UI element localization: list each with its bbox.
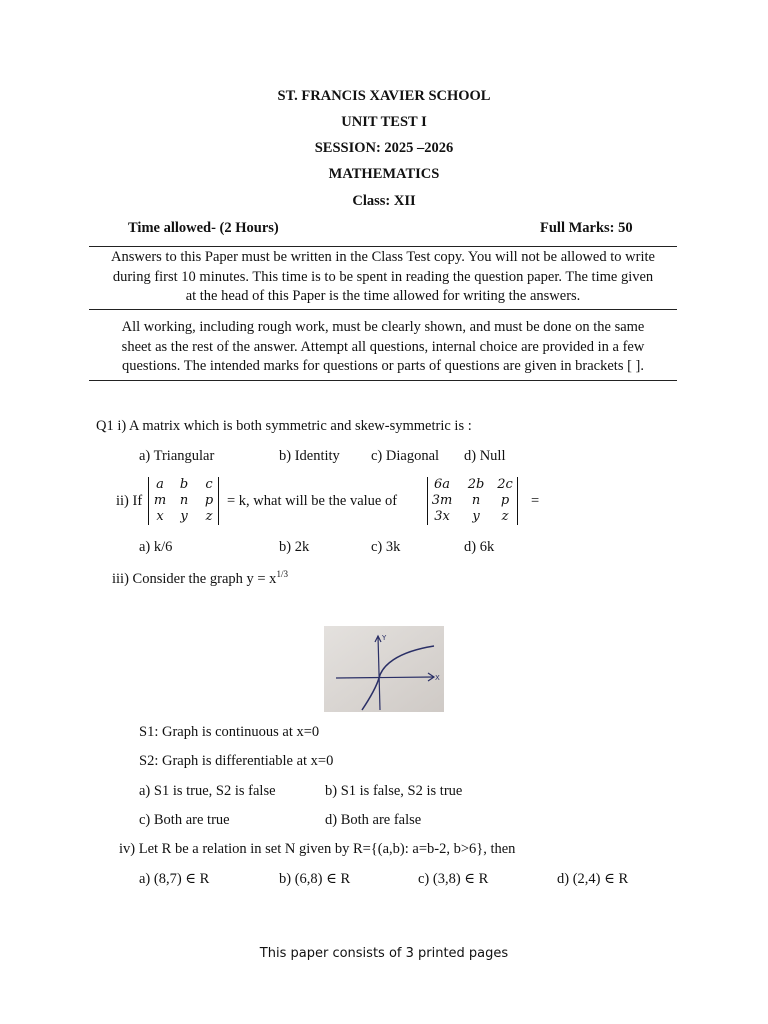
divider-top (89, 246, 677, 247)
option-1iv-b: b) (6,8) ∈ R (279, 871, 351, 887)
option-1ii-d: d) 6k (464, 539, 495, 555)
option-1iii-c: c) Both are true (139, 812, 230, 828)
instruction-line: Answers to this Paper must be written in the Class Test copy. You will not be allowed to write (111, 249, 655, 265)
option-1iv-d: d) (2,4) ∈ R (557, 871, 629, 887)
option-1i-c: c) Diagonal (371, 448, 440, 464)
option-1iv-c: c) (3,8) ∈ R (418, 871, 489, 887)
instruction-line: at the head of this Paper is the time allowed for writing the answers. (185, 288, 581, 304)
graph-image (324, 626, 444, 712)
statement-s2: S2: Graph is differentiable at x=0 (139, 753, 334, 769)
option-1iii-a: a) S1 is true, S2 is false (139, 783, 276, 799)
question-1-iii-text: iii) Consider the graph y = x (112, 571, 277, 587)
option-1i-d: d) Null (464, 448, 506, 464)
option-1iii-b: b) S1 is false, S2 is true (325, 783, 463, 799)
question-1-iv: iv) Let R be a relation in set N given by R={(a,b): a=b-2, b>6}, then (119, 841, 516, 857)
time-allowed: Time allowed- (2 Hours) (128, 220, 279, 236)
question-1-ii-prefix: ii) If (116, 493, 143, 509)
school-name: ST. FRANCIS XAVIER SCHOOL (277, 88, 491, 104)
instruction-line: sheet as the rest of the answer. Attempt all questions, internal choice are provided in a few (121, 338, 645, 355)
exponent: 1/3 (276, 569, 288, 579)
subject: MATHEMATICS (328, 166, 440, 182)
question-1-iii (112, 569, 288, 588)
class-label: Class: XII (352, 193, 416, 209)
question-1-i: Q1 i) A matrix which is both symmetric and skew-symmetric is : (96, 418, 472, 434)
determinant-1: a b c m n p x y z (148, 477, 220, 525)
option-1iii-d: d) Both are false (325, 812, 422, 828)
y-axis-label: Y (382, 634, 387, 642)
instruction-line: All working, including rough work, must be clearly shown, and must be done on the same (121, 319, 645, 335)
statement-s1: S1: Graph is continuous at x=0 (139, 724, 320, 740)
option-1i-b: b) Identity (279, 448, 340, 464)
instructions-paragraph-1 (89, 248, 677, 307)
option-1ii-c: c) 3k (371, 539, 401, 555)
determinant-2: 6a 2b 2c 3m n p 3x y z (427, 477, 519, 525)
cube-root-graph (324, 626, 444, 712)
option-1i-a: a) Triangular (139, 448, 215, 464)
x-axis-label: X (435, 674, 440, 682)
test-title: UNIT TEST I (341, 114, 427, 130)
page-footer: This paper consists of 3 printed pages (259, 946, 509, 961)
instructions-paragraph-2 (89, 318, 677, 377)
session: SESSION: 2025 –2026 (314, 140, 454, 156)
instruction-line: during first 10 minutes. This time is to be spent in reading the question paper. The time given (112, 268, 654, 285)
option-1ii-b: b) 2k (279, 539, 310, 555)
option-1ii-a: a) k/6 (139, 539, 173, 555)
question-1-ii-equals: = (531, 493, 540, 509)
divider-bottom (89, 380, 677, 381)
instruction-line: questions. The intended marks for questions or parts of questions are given in brackets [ ]. (121, 358, 644, 374)
full-marks: Full Marks: 50 (540, 220, 633, 236)
option-1iv-a: a) (8,7) ∈ R (139, 871, 210, 887)
question-1-ii-middle: = k, what will be the value of (227, 493, 398, 509)
divider-middle (89, 309, 677, 310)
